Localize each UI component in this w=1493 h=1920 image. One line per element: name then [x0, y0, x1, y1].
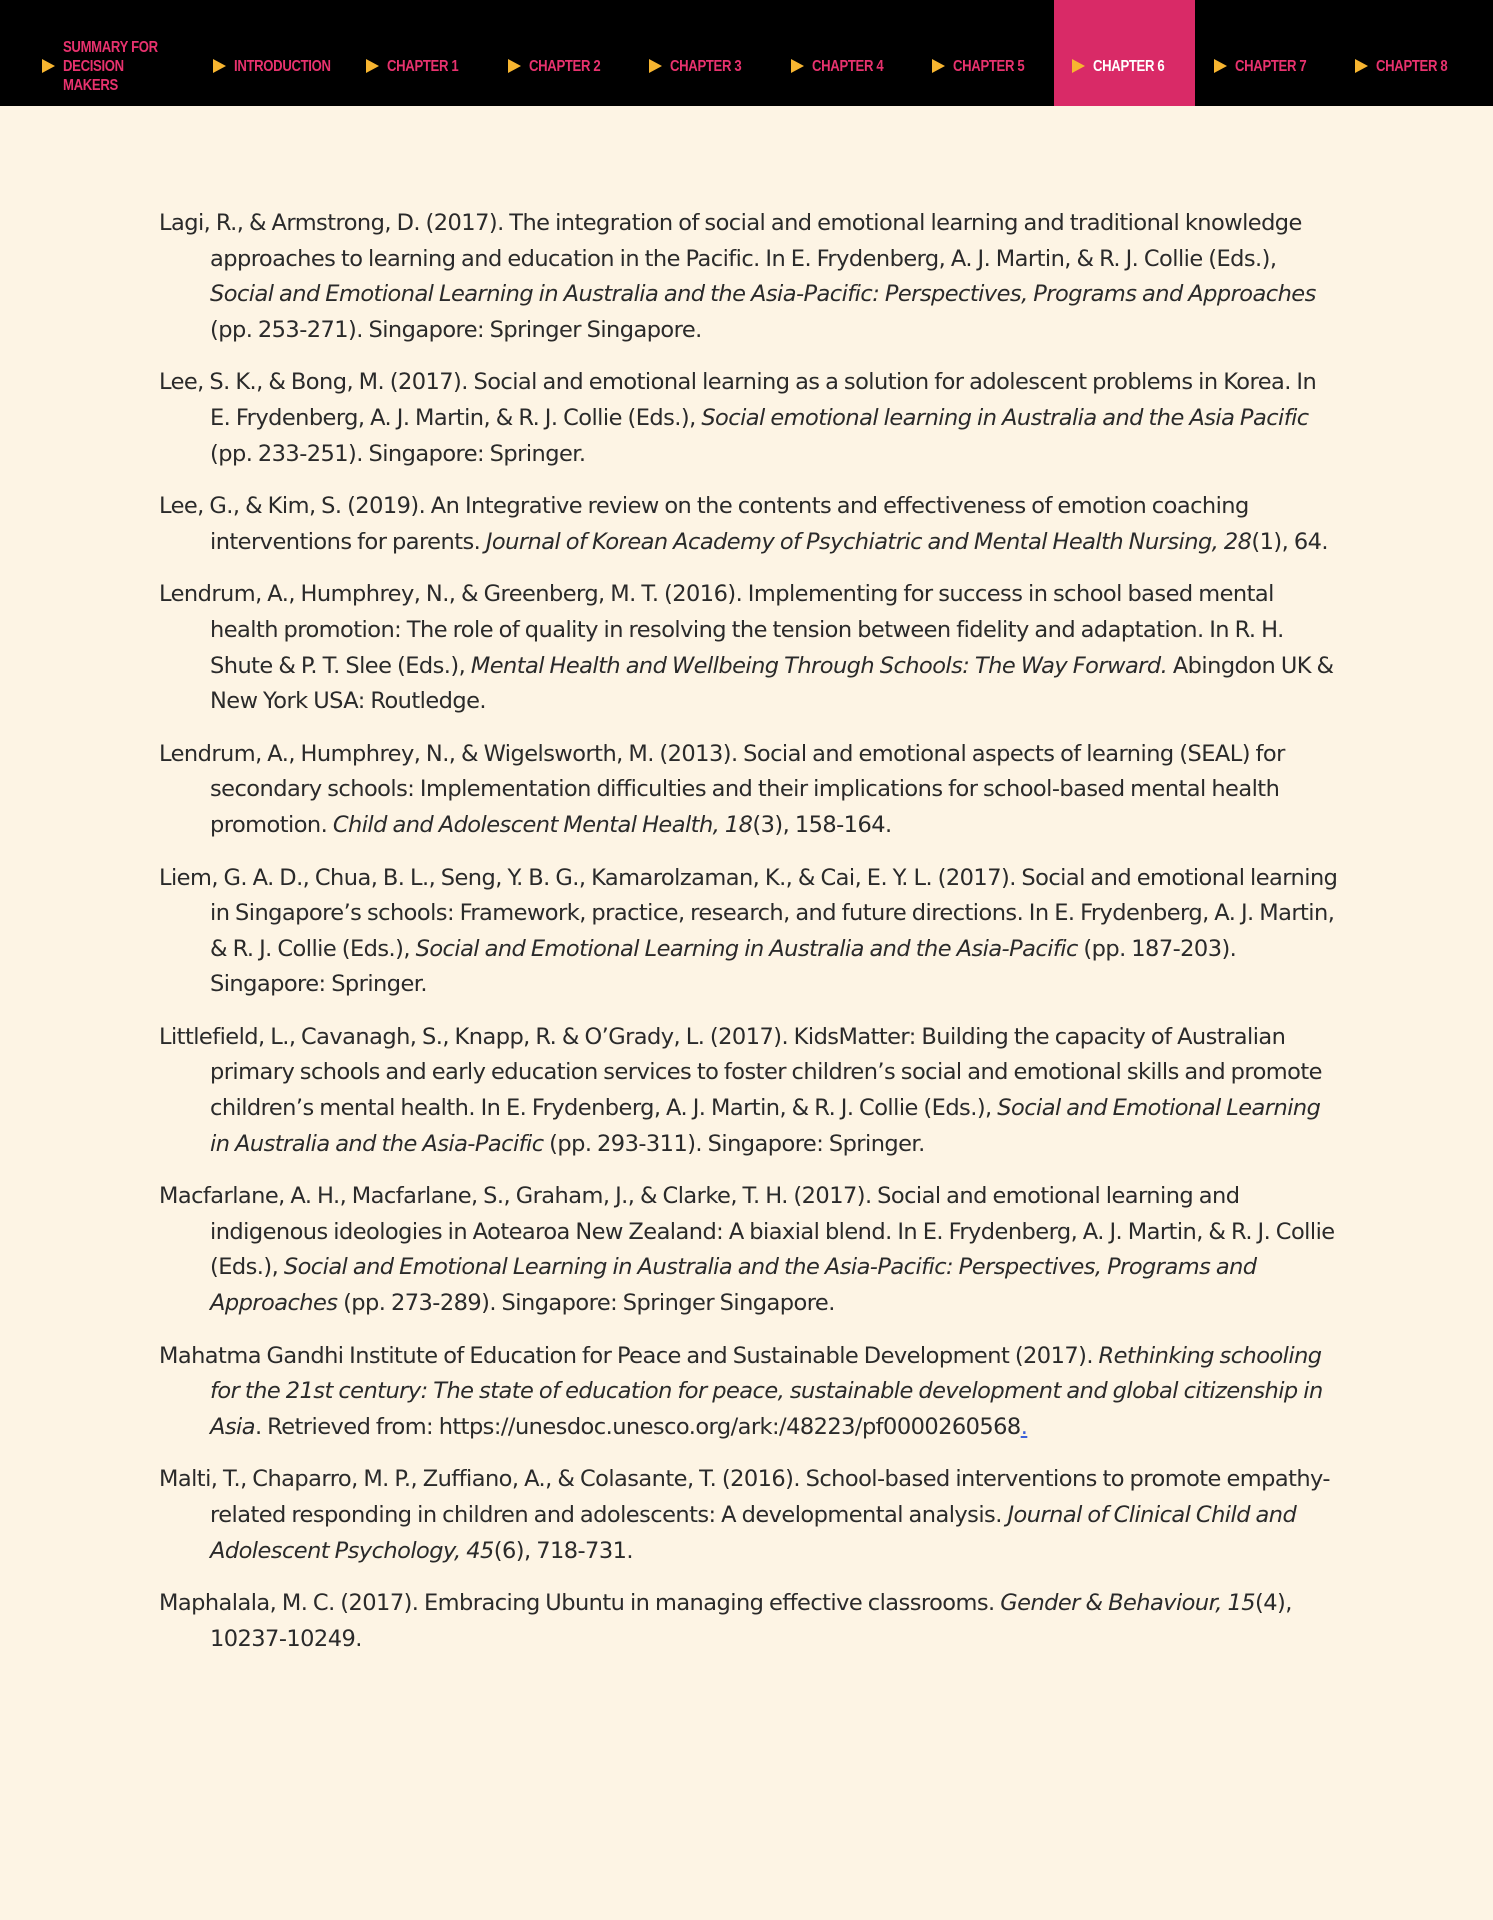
reference-text: (4), 10237-10249.	[210, 1590, 1292, 1652]
reference-title: Social emotional learning in Australia and the Asia Pacific	[701, 404, 1309, 431]
nav-chapter-7[interactable]	[1214, 0, 1324, 106]
nav-label: CHAPTER 7	[1235, 57, 1307, 75]
nav-label: CHAPTER 3	[670, 57, 742, 75]
reference-entry	[159, 1339, 1339, 1446]
reference-text: Macfarlane, A. H., Macfarlane, S., Graham, J., & Clarke, T. H. (2017). Social and emotional learning and indigenous ideologies in Aotearoa New Zealand: A biaxial blend. In E. Frydenberg, A. J. Martin, & R. J. Collie (Eds.),	[159, 1183, 1335, 1281]
reference-entry	[159, 365, 1339, 472]
reference-entry	[159, 206, 1339, 348]
reference-title: Rethinking schooling for the 21st century: The state of education for peace, sustainable development and global citizenship in Asia	[210, 1342, 1323, 1440]
reference-text: Mahatma Gandhi Institute of Education for Peace and Sustainable Development (2017).	[159, 1342, 1099, 1369]
reference-text: Maphalala, M. C. (2017). Embracing Ubuntu in managing effective classrooms.	[159, 1590, 1001, 1617]
nav-summary-for-decision-makers[interactable]	[42, 0, 202, 106]
nav-label: SUMMARY FOR DECISION MAKERS	[63, 38, 158, 94]
reference-entry	[159, 1179, 1339, 1321]
play-arrow-icon	[649, 59, 662, 73]
nav-label: CHAPTER 8	[1376, 57, 1448, 75]
play-arrow-icon	[508, 59, 521, 73]
reference-text: Lendrum, A., Humphrey, N., & Greenberg, M. T. (2016). Implementing for success in school based mental health promotion: The role of quality in resolving the tension between fidelity and adaptation. In R. H. Shute & P. T. Slee (Eds.),	[159, 581, 1284, 679]
reference-text: (pp. 253-271). Singapore: Springer Singapore.	[210, 316, 702, 343]
play-arrow-icon	[366, 59, 379, 73]
nav-chapter-4[interactable]	[791, 0, 901, 106]
nav-chapter-2[interactable]	[508, 0, 618, 106]
nav-introduction[interactable]	[213, 0, 343, 106]
play-arrow-icon	[42, 59, 55, 73]
reference-entry	[159, 1020, 1339, 1162]
reference-title: Social and Emotional Learning in Australia and the Asia-Pacific: Perspectives, Programs and Approaches	[210, 281, 1316, 308]
play-arrow-icon	[1214, 59, 1227, 73]
play-arrow-icon	[1072, 59, 1085, 73]
reference-title: Mental Health and Wellbeing Through Schools: The Way Forward.	[470, 652, 1168, 679]
reference-text: (pp. 187-203). Singapore: Springer.	[210, 935, 1237, 998]
nav-label: CHAPTER 5	[953, 57, 1025, 75]
reference-text: Liem, G. A. D., Chua, B. L., Seng, Y. B. G., Kamarolzaman, K., & Cai, E. Y. L. (2017). Social and emotional learning in Singapore’s schools: Framework, practice, research, and future directions. In E. Frydenberg, A. J. Martin, & R. J. Collie (Eds.),	[159, 864, 1338, 962]
nav-chapter-6[interactable]	[1054, 0, 1195, 106]
reference-title: Journal of Clinical Child and Adolescent Psychology, 45	[210, 1502, 1297, 1564]
reference-text: Lee, S. K., & Bong, M. (2017). Social and emotional learning as a solution for adolescent problems in Korea. In E. Frydenberg, A. J. Martin, & R. J. Collie (Eds.),	[159, 369, 1317, 431]
reference-title: Social and Emotional Learning in Australia and the Asia-Pacific	[210, 1095, 1321, 1157]
reference-entry	[159, 489, 1339, 560]
nav-label: CHAPTER 1	[387, 57, 459, 75]
reference-text: (pp. 293-311). Singapore: Springer.	[543, 1130, 925, 1157]
nav-chapter-3[interactable]	[649, 0, 759, 106]
reference-url-text: . Retrieved from: https://unesdoc.unesco.org/ark:/48223/pf0000260568	[254, 1413, 1021, 1440]
reference-text: Malti, T., Chaparro, M. P., Zuffiano, A., & Colasante, T. (2016). School-based interventions to promote empathy-related responding in children and adolescents: A developmental analysis.	[159, 1466, 1330, 1528]
reference-text: (pp. 233-251). Singapore: Springer.	[210, 440, 586, 467]
reference-text: Abingdon UK & New York USA: Routledge.	[210, 652, 1334, 715]
reference-entry	[159, 861, 1339, 1003]
reference-title: Gender & Behaviour, 15	[1000, 1590, 1255, 1617]
reference-title: Social and Emotional Learning in Australia and the Asia-Pacific: Perspectives, Programs and Approaches	[210, 1254, 1257, 1317]
nav-chapter-8[interactable]	[1355, 0, 1475, 106]
reference-text: (pp. 273-289). Singapore: Springer Singapore.	[337, 1290, 835, 1317]
play-arrow-icon	[213, 59, 226, 73]
reference-text: (1), 64.	[1251, 528, 1328, 555]
nav-chapter-1[interactable]	[366, 0, 476, 106]
reference-text: Lee, G., & Kim, S. (2019). An Integrative review on the contents and effectiveness of emotion coaching interventions for parents.	[159, 493, 1249, 555]
reference-entry	[159, 737, 1339, 844]
play-arrow-icon	[932, 59, 945, 73]
nav-chapter-5[interactable]	[932, 0, 1042, 106]
reference-text: (3), 158-164.	[752, 811, 892, 838]
nav-label: CHAPTER 4	[812, 57, 884, 75]
reference-text: Lagi, R., & Armstrong, D. (2017). The integration of social and emotional learning and traditional knowledge approaches to learning and education in the Pacific. In E. Frydenberg, A. J. Martin, & R. J. Collie (Eds.),	[159, 210, 1302, 272]
reference-text: Littlefield, L., Cavanagh, S., Knapp, R. & O’Grady, L. (2017). KidsMatter: Building the capacity of Australian primary schools and early education services to foster children’s social and emotional skills and promote children’s mental health. In E. Frydenberg, A. J. Martin, & R. J. Collie (Eds.),	[159, 1023, 1322, 1122]
reference-title: Social and Emotional Learning in Australia and the Asia-Pacific	[415, 935, 1078, 962]
nav-label: INTRODUCTION	[234, 57, 331, 75]
nav-label: CHAPTER 2	[529, 57, 601, 75]
reference-list	[159, 206, 1339, 1674]
reference-entry	[159, 1586, 1339, 1657]
reference-text: Lendrum, A., Humphrey, N., & Wigelsworth, M. (2013). Social and emotional aspects of learning (SEAL) for secondary schools: Implementation difficulties and their implications for school-based mental health promotion.	[159, 740, 1285, 838]
play-arrow-icon	[791, 59, 804, 73]
play-arrow-icon	[1355, 59, 1368, 73]
nav-label: CHAPTER 6	[1093, 57, 1165, 75]
top-navigation-bar	[0, 0, 1493, 106]
reference-entry	[159, 1462, 1339, 1569]
reference-text: (6), 718-731.	[493, 1537, 633, 1564]
reference-title: Journal of Korean Academy of Psychiatric and Mental Health Nursing, 28	[485, 528, 1252, 555]
reference-entry	[159, 577, 1339, 719]
reference-title: Child and Adolescent Mental Health, 18	[332, 811, 753, 838]
reference-link[interactable]: .	[1020, 1413, 1028, 1440]
